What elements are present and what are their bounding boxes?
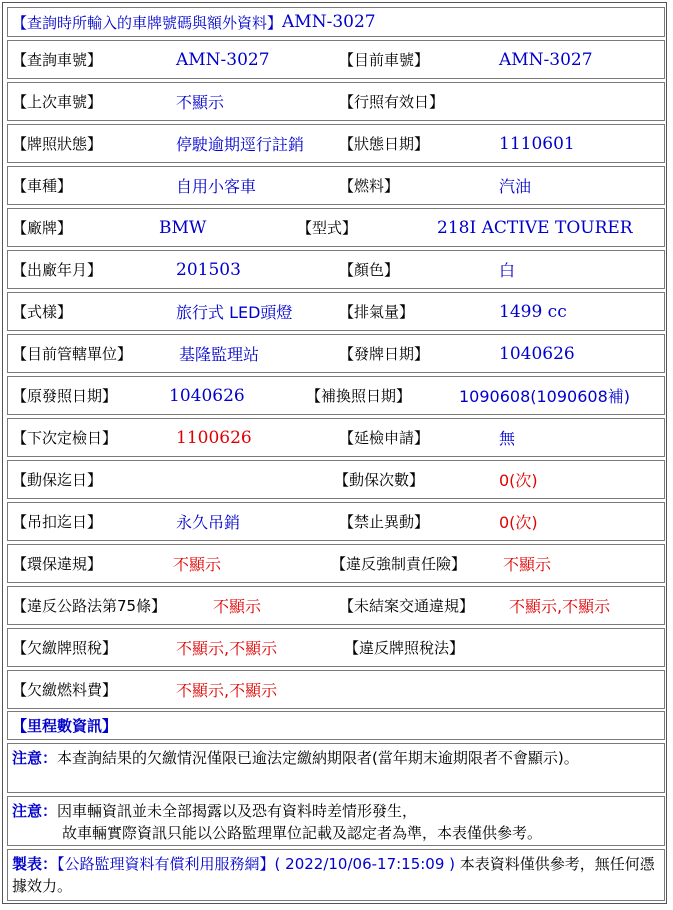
field-label: 【排氣量】 <box>339 303 415 321</box>
field-value: 1090608(1090608補) <box>459 387 631 406</box>
footer-label: 製表： <box>12 855 58 873</box>
field-value: 自用小客車 <box>176 177 257 196</box>
info-row <box>7 586 665 625</box>
title-label: 【查詢時所輸入的車牌號碼與額外資料】 <box>12 13 283 32</box>
field-value: BMW <box>159 217 207 238</box>
field-label: 【查詢車號】 <box>12 51 103 69</box>
field-value: 不顯示 <box>213 597 262 616</box>
info-row <box>7 670 665 709</box>
note-1-label: 注意： <box>12 749 58 767</box>
info-row <box>7 208 665 247</box>
field-label: 【違反牌照稅法】 <box>344 639 465 657</box>
field-value: 1040626 <box>499 343 575 364</box>
note-1-text: 本查詢結果的欠繳情況僅限已逾法定繳納期限者(當年期末逾期限者不會顯示)。 <box>57 749 579 767</box>
field-value: 旅行式 LED頭燈 <box>176 303 293 322</box>
field-value: 218I ACTIVE TOURER <box>437 217 633 238</box>
field-value: 基隆監理站 <box>179 345 260 364</box>
field-label: 【發牌日期】 <box>339 345 430 363</box>
field-label: 【違反公路法第75條】 <box>12 597 167 615</box>
field-value: AMN-3027 <box>499 49 593 70</box>
field-value: 1100626 <box>176 427 252 448</box>
footer-time: ( 2022/10/06-17:15:09 ) <box>274 855 456 873</box>
info-row <box>7 40 665 79</box>
field-value: 不顯示,不顯示 <box>509 597 611 616</box>
field-value: 汽油 <box>499 177 532 196</box>
note-2-line2: 故車輛實際資訊只能以公路監理單位記載及認定者為準，本表僅供參考。 <box>62 824 543 842</box>
field-label: 【欠繳燃料費】 <box>12 681 118 699</box>
footer-source: 【公路監理資料有償利用服務網】 <box>57 855 275 873</box>
info-row <box>7 292 665 331</box>
field-value: 不顯示,不顯示 <box>176 639 278 658</box>
info-row <box>7 544 665 583</box>
field-label: 【出廠年月】 <box>12 261 103 279</box>
field-value: 停駛逾期逕行註銷 <box>176 135 305 154</box>
field-label: 【環保違規】 <box>12 555 103 573</box>
note-2 <box>7 796 665 846</box>
field-label: 【式樣】 <box>12 303 73 321</box>
field-label: 【原發照日期】 <box>12 387 118 405</box>
field-label: 【燃料】 <box>339 177 400 195</box>
field-label: 【狀態日期】 <box>339 135 430 153</box>
field-value: 0(次) <box>499 471 538 490</box>
note-2-label: 注意： <box>12 802 58 820</box>
field-label: 【目前管轄單位】 <box>12 345 133 363</box>
field-label: 【補換照日期】 <box>306 387 412 405</box>
field-value: 1040626 <box>169 385 245 406</box>
field-label: 【型式】 <box>297 219 358 237</box>
field-label: 【欠繳牌照稅】 <box>12 639 118 657</box>
field-value: 不顯示 <box>173 555 222 574</box>
field-label: 【禁止異動】 <box>339 513 430 531</box>
field-label: 【行照有效日】 <box>339 93 445 111</box>
field-value: 1110601 <box>499 133 575 154</box>
field-label: 【吊扣迄日】 <box>12 513 103 531</box>
info-row <box>7 250 665 289</box>
info-row <box>7 502 665 541</box>
mileage-row <box>7 711 665 740</box>
field-label: 【未結案交通違規】 <box>339 597 475 615</box>
field-value: 白 <box>499 261 516 280</box>
footer-note <box>7 849 665 901</box>
field-label: 【動保次數】 <box>334 471 425 489</box>
title-row <box>7 7 665 37</box>
field-value: 永久吊銷 <box>176 513 241 532</box>
field-label: 【目前車號】 <box>339 51 430 69</box>
field-value: AMN-3027 <box>176 49 270 70</box>
field-label: 【牌照狀態】 <box>12 135 103 153</box>
field-value: 1499 cc <box>499 301 567 322</box>
field-value: 不顯示 <box>503 555 552 574</box>
info-row <box>7 124 665 163</box>
field-value: 不顯示 <box>176 93 225 112</box>
field-label: 【廠牌】 <box>12 219 73 237</box>
info-row <box>7 418 665 457</box>
note-1 <box>7 743 665 793</box>
field-label: 【動保迄日】 <box>12 471 103 489</box>
footer-text: 本表資料僅供參考，無任何憑據效力。 <box>12 855 655 895</box>
field-value: 0(次) <box>499 513 538 532</box>
info-row <box>7 460 665 499</box>
info-row <box>7 334 665 373</box>
note-2-line1: 因車輛資訊並未全部揭露以及恐有資料時差情形發生， <box>57 802 418 820</box>
info-row <box>7 166 665 205</box>
field-value: 201503 <box>176 259 241 280</box>
mileage-label: 【里程數資訊】 <box>12 717 118 735</box>
field-label: 【車種】 <box>12 177 73 195</box>
field-label: 【延檢申請】 <box>339 429 430 447</box>
field-value: 無 <box>499 429 516 448</box>
field-label: 【下次定檢日】 <box>12 429 118 447</box>
info-row <box>7 628 665 667</box>
info-row <box>7 376 665 415</box>
field-label: 【顏色】 <box>339 261 400 279</box>
info-row <box>7 82 665 121</box>
field-value: 不顯示,不顯示 <box>176 681 278 700</box>
field-label: 【違反強制責任險】 <box>331 555 467 573</box>
title-plate: AMN-3027 <box>282 12 376 32</box>
field-label: 【上次車號】 <box>12 93 103 111</box>
